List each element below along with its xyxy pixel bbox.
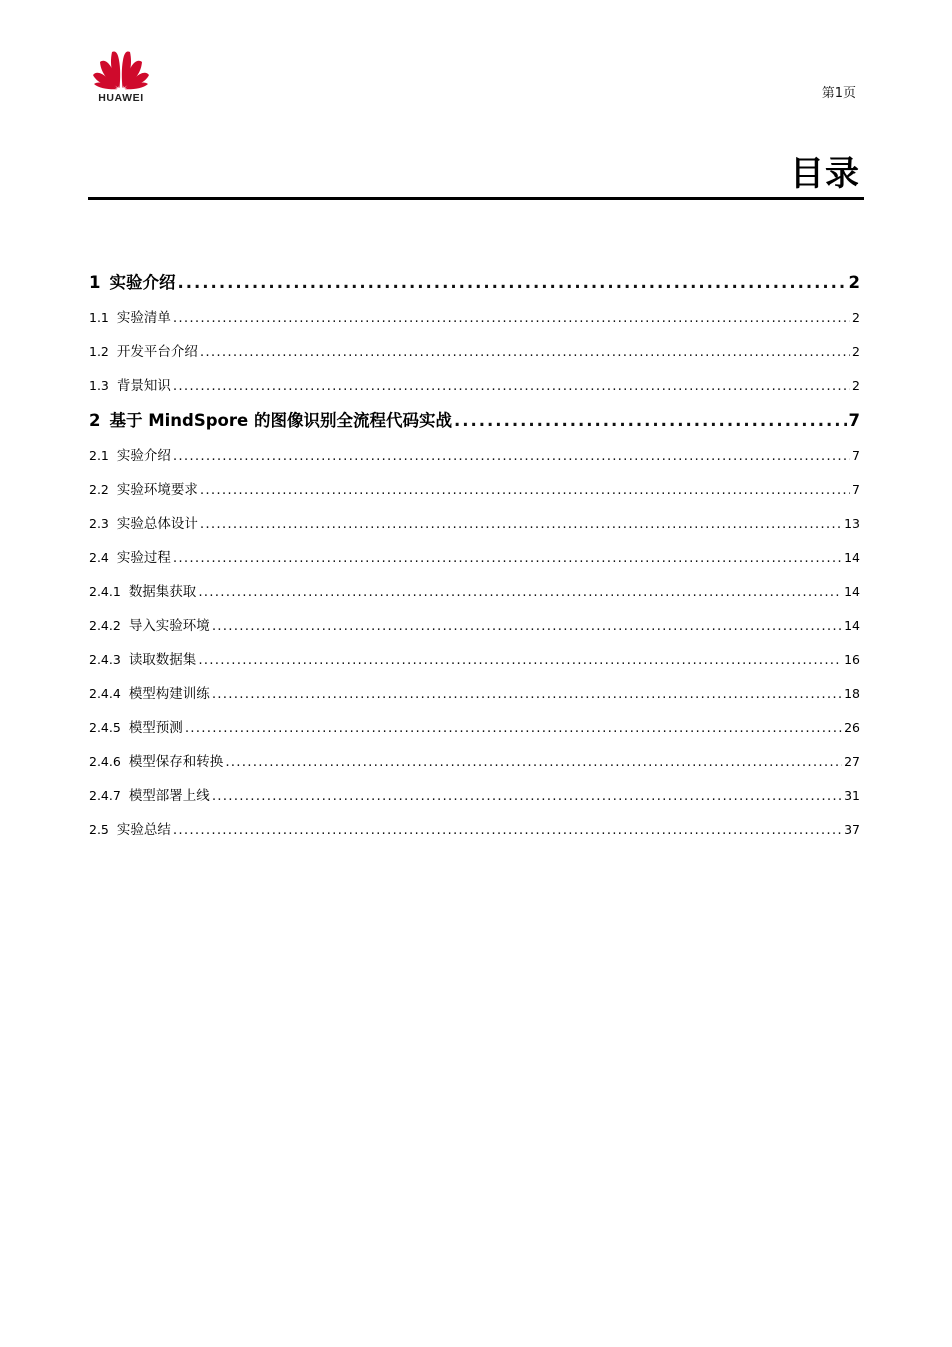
toc-entry-number: 2.3 [89, 516, 109, 531]
toc-entry-page: 14 [844, 618, 860, 633]
toc-dot-leader [173, 301, 850, 335]
toc-entry-title: 数据集获取 [128, 584, 197, 600]
toc-entry-2-4-4[interactable] [89, 677, 860, 711]
toc-dot-leader [173, 813, 842, 847]
toc-dot-leader [185, 711, 842, 745]
toc-dot-leader [173, 439, 850, 473]
title-divider [88, 197, 864, 200]
toc-entry-2-3[interactable] [89, 507, 860, 541]
toc-entry-2-4-5[interactable] [89, 711, 860, 745]
toc-entry-2-4[interactable] [89, 541, 860, 575]
toc-dot-leader [454, 403, 847, 439]
toc-entry-page: 14 [844, 550, 860, 565]
toc-entry-title: 读取数据集 [128, 652, 197, 668]
toc-dot-leader [173, 541, 842, 575]
toc-entry-number: 2.5 [89, 822, 109, 837]
table-of-contents [89, 265, 860, 847]
toc-entry-title: 基于 MindSpore 的图像识别全流程代码实战 [109, 411, 452, 430]
toc-entry-page: 31 [844, 788, 860, 803]
toc-entry-title: 模型构建训练 [128, 686, 210, 702]
toc-entry-title: 模型预测 [128, 720, 183, 736]
toc-entry-page: 14 [844, 584, 860, 599]
toc-dot-leader [173, 369, 850, 403]
toc-entry-page: 2 [852, 344, 860, 359]
toc-dot-leader [200, 335, 850, 369]
toc-entry-title: 开发平台介绍 [116, 344, 198, 360]
toc-entry-title: 实验过程 [116, 550, 171, 566]
toc-entry-number: 2.2 [89, 482, 109, 497]
toc-dot-leader [212, 609, 842, 643]
toc-entry-1-3[interactable] [89, 369, 860, 403]
toc-entry-title: 实验总结 [116, 822, 171, 838]
page-title: 目录 [790, 154, 860, 194]
toc-entry-number: 1.2 [89, 344, 109, 359]
toc-entry-page: 7 [848, 411, 860, 430]
toc-entry-page: 13 [844, 516, 860, 531]
toc-entry-2-1[interactable] [89, 439, 860, 473]
toc-entry-number: 2.4.5 [89, 720, 121, 735]
toc-entry-number: 2.4.6 [89, 754, 121, 769]
toc-entry-page: 2 [852, 310, 860, 325]
toc-entry-title: 实验环境要求 [116, 482, 198, 498]
toc-entry-title: 导入实验环境 [128, 618, 210, 634]
toc-entry-2[interactable] [89, 403, 860, 439]
toc-entry-number: 2.4 [89, 550, 109, 565]
toc-dot-leader [177, 265, 846, 301]
page-number: 第1页 [821, 86, 856, 101]
toc-entry-title: 实验介绍 [109, 273, 176, 292]
toc-entry-title: 模型保存和转换 [128, 754, 224, 770]
toc-dot-leader [225, 745, 842, 779]
toc-entry-1-2[interactable] [89, 335, 860, 369]
toc-entry-title: 实验总体设计 [116, 516, 198, 532]
toc-entry-number: 2.4.4 [89, 686, 121, 701]
toc-entry-page: 27 [844, 754, 860, 769]
toc-entry-number: 2.1 [89, 448, 109, 463]
toc-entry-number: 2.4.3 [89, 652, 121, 667]
toc-entry-page: 18 [844, 686, 860, 701]
toc-entry-number: 1 [89, 273, 101, 292]
toc-entry-number: 2.4.2 [89, 618, 121, 633]
toc-dot-leader [198, 643, 842, 677]
huawei-logo [90, 46, 152, 108]
toc-entry-1-1[interactable] [89, 301, 860, 335]
toc-dot-leader [200, 507, 842, 541]
toc-entry-page: 16 [844, 652, 860, 667]
huawei-flower-icon [91, 46, 151, 90]
toc-entry-number: 2 [89, 411, 101, 430]
toc-entry-page: 2 [852, 378, 860, 393]
toc-entry-number: 1.3 [89, 378, 109, 393]
toc-entry-2-4-2[interactable] [89, 609, 860, 643]
toc-entry-2-4-1[interactable] [89, 575, 860, 609]
toc-entry-2-4-7[interactable] [89, 779, 860, 813]
toc-entry-number: 2.4.1 [89, 584, 121, 599]
toc-entry-2-2[interactable] [89, 473, 860, 507]
toc-entry-page: 7 [852, 482, 860, 497]
toc-entry-title: 模型部署上线 [128, 788, 210, 804]
toc-entry-number: 1.1 [89, 310, 109, 325]
toc-dot-leader [200, 473, 850, 507]
toc-entry-title: 背景知识 [116, 378, 171, 394]
toc-dot-leader [212, 677, 842, 711]
toc-entry-1[interactable] [89, 265, 860, 301]
logo-wordmark: HUAWEI [98, 92, 144, 104]
toc-entry-title: 实验清单 [116, 310, 171, 326]
toc-entry-title: 实验介绍 [116, 448, 171, 464]
toc-entry-number: 2.4.7 [89, 788, 121, 803]
toc-entry-page: 26 [844, 720, 860, 735]
toc-entry-page: 7 [852, 448, 860, 463]
toc-entry-2-4-3[interactable] [89, 643, 860, 677]
toc-entry-2-5[interactable] [89, 813, 860, 847]
toc-entry-page: 37 [844, 822, 860, 837]
toc-dot-leader [198, 575, 842, 609]
toc-entry-page: 2 [848, 273, 860, 292]
toc-dot-leader [212, 779, 842, 813]
toc-entry-2-4-6[interactable] [89, 745, 860, 779]
